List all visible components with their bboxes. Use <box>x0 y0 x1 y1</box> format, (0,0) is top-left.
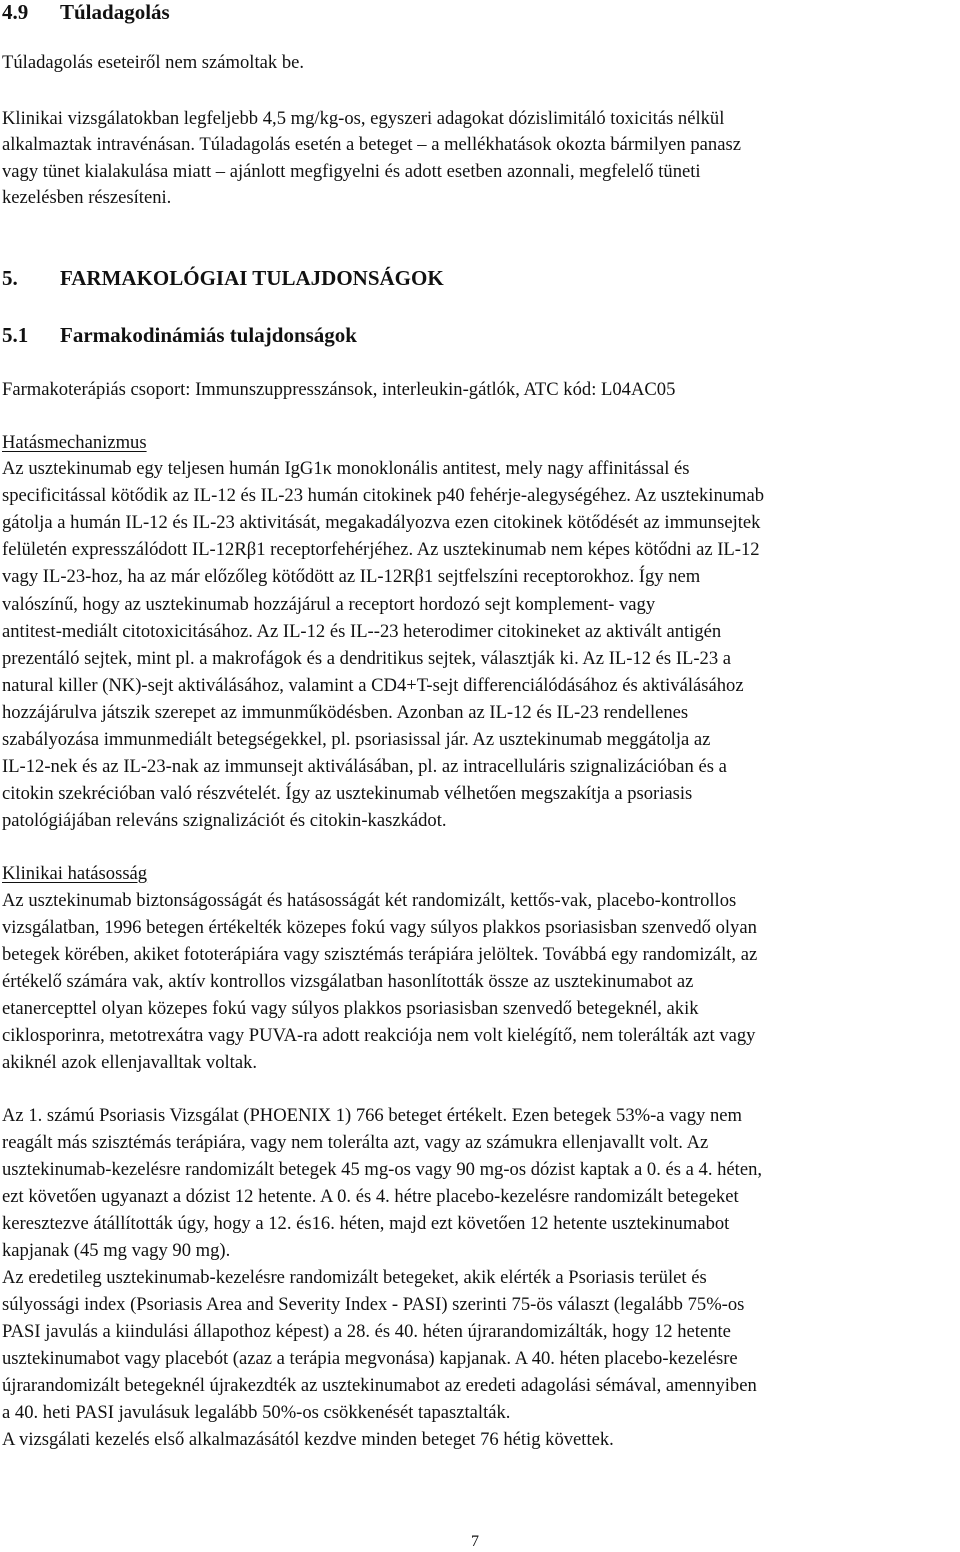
mechanism-line: felületén expresszálódott IL-12Rβ1 receptorfehérjéhez. Az usztekinumab nem képes kötődni az IL-12 <box>2 539 760 560</box>
phoenix-line: reagált más szisztémás terápiára, vagy nem tolerálta azt, vagy az számukra ellenjavallt volt. Az <box>2 1132 709 1153</box>
mechanism-line: gátolja a humán IL-12 és IL-23 aktivitását, megakadályozva ezen citokinek kötődését az immunsejtek <box>2 512 761 533</box>
section-title: FARMAKOLÓGIAI TULAJDONSÁGOK <box>60 266 444 290</box>
mechanism-line: specificitással kötődik az IL-12 és IL-23 humán citokinek p40 fehérje-alegységéhez. Az usztekinumab <box>2 485 765 506</box>
efficacy-line: ciklosporinra, metotrexátra vagy PUVA-ra adott reakciója nem volt kielégítő, nem tolerálták azt vagy <box>2 1025 756 1046</box>
mechanism-line: hozzájárulva játszik szerepet az immunműködésben. Azonban az IL-12 és IL-23 rendellenes <box>2 702 689 723</box>
phoenix-line: újrarandomizált betegeknél újrakezdték az usztekinumabot az eredeti adagolási sémával, amennyiben <box>2 1375 757 1396</box>
efficacy-line: Az usztekinumab biztonságosságát és hatásosságát két randomizált, kettős-vak, placebo-kontrollos <box>2 890 737 911</box>
phoenix-line: súlyossági index (Psoriasis Area and Severity Index - PASI) szerinti 75-ös választ (legalább 75%-os <box>2 1294 745 1315</box>
mechanism-line: IL-12-nek és az IL-23-nak az immunsejt aktiválásában, pl. az intracelluláris szignalizációban és a <box>2 756 727 777</box>
mechanism-line: Az usztekinumab egy teljesen humán IgG1κ monoklonális antitest, mely nagy affinitással és <box>2 458 690 479</box>
mechanism-line: szabályozása immunmediált betegségekkel, pl. psoriasissal jár. Az usztekinumab meggátolja az <box>2 729 711 750</box>
phoenix-line: usztekinumab-kezelésre randomizált betegek 45 mg-os vagy 90 mg-os dózist kaptak a 0. és a 4. héten, <box>2 1159 763 1180</box>
phoenix-line: keresztezve átállították úgy, hogy a 12. és16. héten, majd ezt követően 12 hetente usztekinumabot <box>2 1213 730 1234</box>
efficacy-line: értékelő számára vak, aktív kontrollos vizsgálatban hasonlították össze az usztekinumabot az <box>2 971 694 992</box>
overdose-line: Klinikai vizsgálatokban legfeljebb 4,5 mg/kg-os, egyszeri adagokat dózislimitáló toxicitás nélkül <box>2 108 725 129</box>
mechanism-line: natural killer (NK)-sejt aktiválásához, valamint a CD4+T-sejt differenciálódásához és aktiválásához <box>2 675 744 696</box>
efficacy-heading: Klinikai hatásosság <box>2 863 148 884</box>
section-4-9-heading <box>2 0 170 25</box>
mechanism-heading: Hatásmechanizmus <box>2 432 147 453</box>
efficacy-line: vizsgálatban, 1996 betegen értékelték közepes fokú vagy súlyos plakkos psoriasisban szenvedő olyan <box>2 917 757 938</box>
mechanism-line: antitest-mediált citotoxicitásához. Az IL-12 és IL--23 heterodimer citokineket az aktivált antigén <box>2 621 722 642</box>
section-title: Túladagolás <box>60 0 170 24</box>
efficacy-line: akiknél azok ellenjavalltak voltak. <box>2 1052 258 1073</box>
phoenix-line: Az 1. számú Psoriasis Vizsgálat (PHOENIX 1) 766 beteget értékelt. Ezen betegek 53%-a vagy nem <box>2 1105 742 1126</box>
phoenix-line: Az eredetileg usztekinumab-kezelésre randomizált betegeket, akik elérték a Psoriasis terület és <box>2 1267 707 1288</box>
efficacy-line: etanercepttel olyan közepes fokú vagy súlyos plakkos psoriasisban szenvedő betegeknél, akik <box>2 998 699 1019</box>
section-5-1-heading <box>2 322 357 348</box>
mechanism-line: vagy IL-23-hoz, ha az már előzőleg kötődött az IL-12Rβ1 sejtfelszíni receptorokhoz. Így nem <box>2 566 701 587</box>
overdose-line: vagy tünet kialakulása miatt – ajánlott megfigyelni és adott esetben azonnali, megfelelő tüneti <box>2 161 701 182</box>
phoenix-line: PASI javulás a kiindulási állapothoz képest) a 28. és 40. héten újrarandomizálták, hogy 12 hetente <box>2 1321 731 1342</box>
mechanism-line: valószínű, hogy az usztekinumab hozzájárul a receptort hordozó sejt komplement- vagy <box>2 594 656 615</box>
pharmacotherapeutic-group: Farmakoterápiás csoport: Immunszuppresszánsok, interleukin-gátlók, ATC kód: L04AC05 <box>2 379 676 400</box>
phoenix-line: kapjanak (45 mg vagy 90 mg). <box>2 1240 231 1261</box>
mechanism-line: prezentáló sejtek, mint pl. a makrofágok és a dendritikus sejtek, választják ki. Az IL-12 és IL-23 a <box>2 648 732 669</box>
mechanism-line: citokin szekrécióban való részvételét. Így az usztekinumab vélhetően megszakítja a psoriasis <box>2 783 693 804</box>
phoenix-line: A vizsgálati kezelés első alkalmazásától kezdve minden beteget 76 hétig követtek. <box>2 1429 614 1450</box>
section-number: 4.9 <box>2 0 29 24</box>
overdose-line: alkalmaztak intravénásan. Túladagolás esetén a beteget – a mellékhatások okozta bármilyen panasz <box>2 134 741 155</box>
phoenix-line: ezt követően ugyanazt a dózist 12 hetente. A 0. és 4. hétre placebo-kezelésre randomizált betegeket <box>2 1186 739 1207</box>
phoenix-line: a 40. heti PASI javulásuk legalább 50%-os csökkenését tapasztalták. <box>2 1402 511 1423</box>
efficacy-line: betegek körében, akiket fototerápiára vagy szisztémás terápiára jelöltek. Továbbá egy randomizált, az <box>2 944 758 965</box>
section-number: 5. <box>2 266 18 290</box>
overdose-line: kezelésben részesíteni. <box>2 187 172 208</box>
page-number: 7 <box>471 1533 479 1550</box>
mechanism-line: patológiájában releváns szignalizációt és citokin-kaszkádot. <box>2 810 447 831</box>
phoenix-line: usztekinumabot vagy placebót (azaz a terápia megvonása) kapjanak. A 40. héten placebo-kezelésre <box>2 1348 738 1369</box>
overdose-paragraph-1: Túladagolás eseteiről nem számoltak be. <box>2 52 305 73</box>
section-number: 5.1 <box>2 323 29 347</box>
section-5-heading <box>2 265 444 291</box>
section-title: Farmakodinámiás tulajdonságok <box>60 323 357 347</box>
